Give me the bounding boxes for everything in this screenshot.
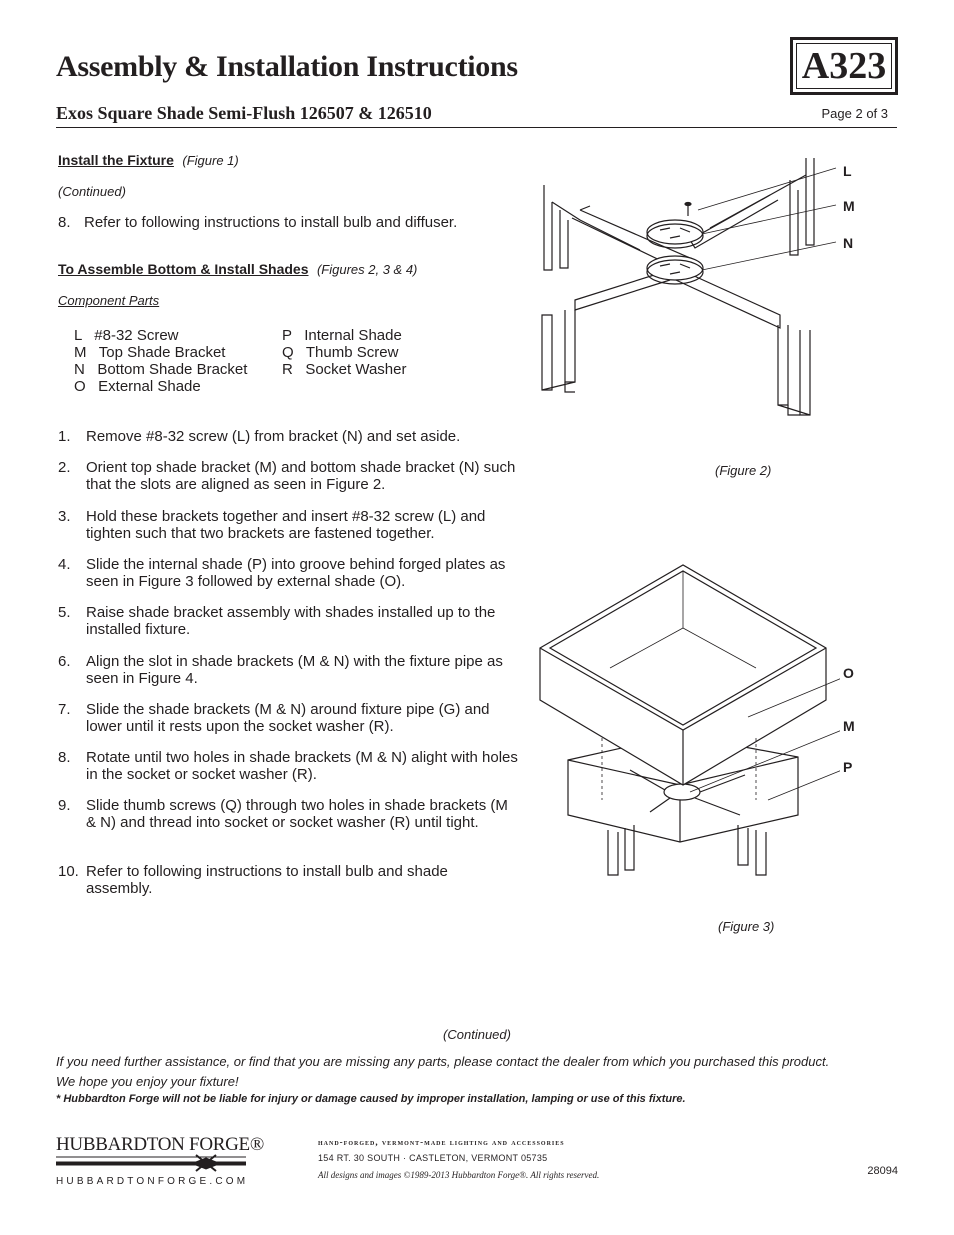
instruction-step	[58, 863, 518, 897]
instruction-step	[58, 749, 518, 783]
page-title: Assembly & Installation Instructions	[56, 50, 518, 83]
copyright-notice: All designs and images ©1989-2013 Hubbardton Forge®. All rights reserved.	[318, 1170, 600, 1180]
section-heading-assemble	[58, 261, 417, 279]
step-number: 6.	[58, 653, 71, 670]
header-divider	[56, 127, 897, 128]
step-number: 5.	[58, 604, 71, 621]
bracket-leg	[542, 315, 552, 390]
parts-row	[74, 378, 454, 395]
forge-logo-icon	[56, 1153, 246, 1173]
instruction-step	[58, 797, 518, 831]
document-code: A323	[796, 43, 892, 89]
instruction-step	[58, 459, 518, 493]
company-address: 154 RT. 30 SOUTH · CASTLETON, VERMONT 05735	[318, 1153, 548, 1163]
step-text: Rotate until two holes in shade brackets (M & N) alight with holes in the socket or socket washer (R).	[86, 749, 518, 783]
step-number: 2.	[58, 459, 71, 476]
brand-logo-text: HUBBARDTON FORGE®	[56, 1134, 264, 1155]
leader-line-n	[702, 242, 836, 270]
bracket-leg	[738, 825, 766, 875]
assistance-note	[56, 1052, 906, 1092]
section-title: To Assemble Bottom & Install Shades	[58, 261, 309, 277]
step-text: Refer to following instructions to install bulb and diffuser.	[84, 214, 458, 231]
page-number: Page 2 of 3	[821, 106, 888, 121]
callout-label-p: P	[843, 759, 853, 775]
part-item: P Internal Shade	[282, 327, 402, 344]
bracket-leg	[778, 325, 788, 405]
parts-row	[74, 344, 454, 361]
step-text: Slide the internal shade (P) into groove behind forged plates as seen in Figure 3 followed by external shade (O).	[86, 556, 506, 590]
step-number: 1.	[58, 428, 71, 445]
step-text: Align the slot in shade brackets (M & N) with the fixture pipe as seen in Figure 4.	[86, 653, 503, 687]
document-number: 28094	[867, 1165, 898, 1177]
instruction-step	[58, 701, 518, 735]
continued-note: (Continued)	[443, 1027, 511, 1042]
callout-label-o: O	[843, 665, 854, 681]
document-code-box	[790, 37, 898, 95]
instruction-step	[58, 214, 518, 231]
callout-label-n: N	[843, 235, 854, 251]
instruction-step	[58, 604, 518, 638]
step-text: Remove #8-32 screw (L) from bracket (N) and set aside.	[86, 428, 461, 445]
figure-reference: (Figure 1)	[182, 153, 239, 168]
section-heading-install	[58, 152, 239, 170]
instruction-step	[58, 508, 518, 542]
brand-website: HUBBARDTONFORGE.COM	[56, 1176, 249, 1187]
assistance-text: If you need further assistance, or find that you are missing any parts, please contact the dealer from which you purchased this product.	[56, 1054, 830, 1069]
step-text: Orient top shade bracket (M) and bottom shade bracket (N) such that the slots are aligned as seen in Figure 2.	[86, 459, 516, 493]
step-text: Hold these brackets together and insert #8-32 screw (L) and tighten such that two brackets are fastened together.	[86, 508, 486, 542]
instruction-step	[58, 653, 518, 687]
callout-label-m: M	[843, 198, 855, 214]
instruction-step	[58, 556, 518, 590]
callout-label-m: M	[843, 718, 855, 734]
figure-3-shade-illustration	[530, 560, 840, 890]
brand-tagline: hand-forged, vermont-made lighting and accessories	[318, 1137, 565, 1147]
section-title: Install the Fixture	[58, 152, 174, 168]
part-item: R Socket Washer	[282, 361, 407, 378]
figure-reference: (Figures 2, 3 & 4)	[316, 262, 418, 277]
step-text: Slide the shade brackets (M & N) around fixture pipe (G) and lower until it rests upon the socket washer (R).	[86, 701, 490, 735]
bracket-leg	[608, 825, 634, 875]
product-subtitle: Exos Square Shade Semi-Flush 126507 & 126510	[56, 103, 432, 123]
figure-2-bracket-illustration	[520, 150, 840, 430]
callout-label-l: L	[843, 163, 852, 179]
bracket-arm	[544, 185, 552, 270]
step-number: 7.	[58, 701, 71, 718]
instruction-step	[58, 428, 518, 445]
enjoy-text: We hope you enjoy your fixture!	[56, 1074, 239, 1089]
step-number: 9.	[58, 797, 71, 814]
step-number: 8.	[58, 214, 71, 231]
step-text: Raise shade bracket assembly with shades installed up to the installed fixture.	[86, 604, 496, 638]
parts-row	[74, 327, 454, 344]
part-item: L #8-32 Screw	[74, 327, 179, 344]
part-item: N Bottom Shade Bracket	[74, 361, 248, 378]
figure-2-caption: (Figure 2)	[715, 463, 772, 478]
shade-bracket-plate	[664, 784, 700, 800]
leader-line-l	[698, 168, 836, 210]
part-item: M Top Shade Bracket	[74, 344, 226, 361]
step-number: 4.	[58, 556, 71, 573]
step-number: 3.	[58, 508, 71, 525]
step-number: 8.	[58, 749, 71, 766]
bracket-arm	[806, 158, 814, 245]
component-parts-label: Component Parts	[58, 293, 160, 308]
part-item: O External Shade	[74, 378, 201, 395]
step-number: 10.	[58, 863, 79, 880]
leader-line-m	[702, 205, 836, 234]
component-parts-list	[74, 327, 454, 395]
parts-row	[74, 361, 454, 378]
part-item: Q Thumb Screw	[282, 344, 399, 361]
figure-3-caption: (Figure 3)	[718, 919, 775, 934]
step-text: Refer to following instructions to install bulb and shade assembly.	[86, 863, 448, 897]
step-text: Slide thumb screws (Q) through two holes in shade brackets (M & N) and thread into socket or socket washer (R) until tight.	[86, 797, 508, 831]
liability-disclaimer: * Hubbardton Forge will not be liable for injury or damage caused by improper installation, lamping or use of this fixture.	[56, 1093, 686, 1105]
continued-note: (Continued)	[58, 184, 126, 199]
